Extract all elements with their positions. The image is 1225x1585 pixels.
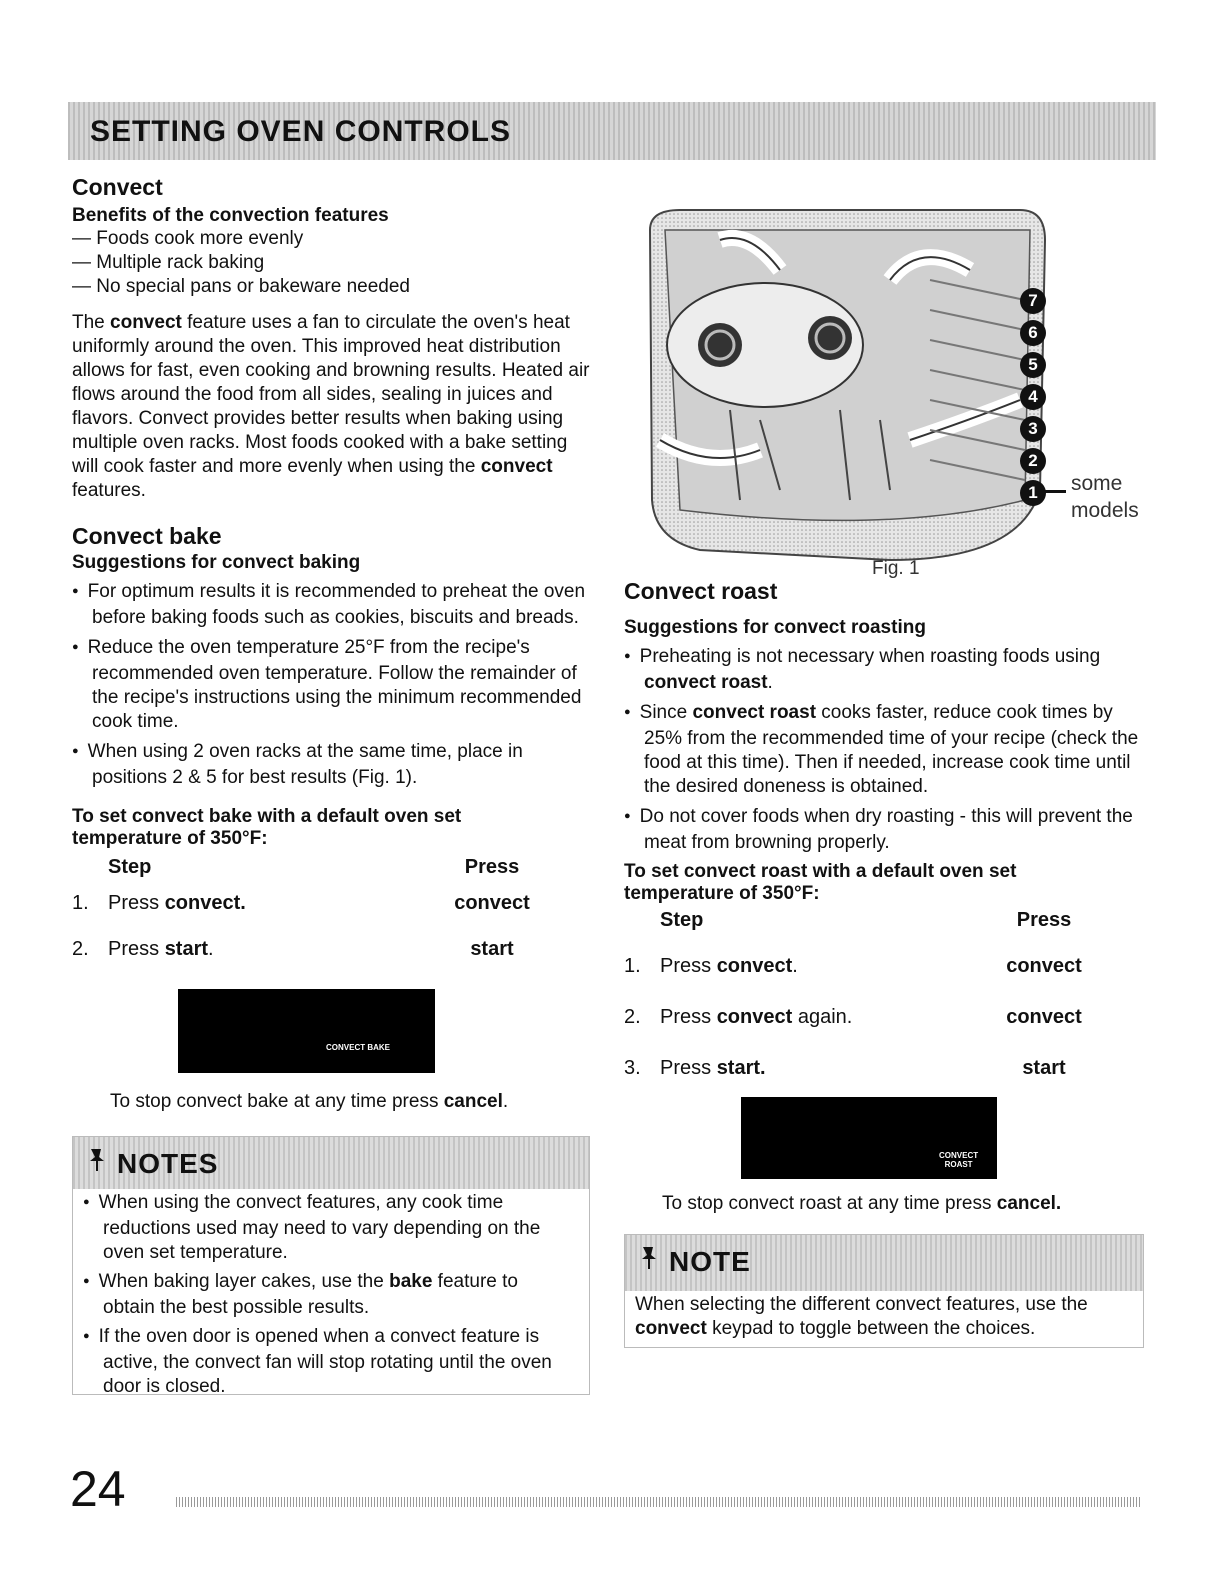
step-column-header: Step (108, 856, 152, 878)
roast-suggestion-item: ● Since convect roast cooks faster, reduce cook times by 25% from the recommended time of your recipe (check the food at this time). Then if needed, increase cook time until the desired doneness is obtained. (624, 701, 1144, 799)
rack-position-5-marker: 5 (1020, 352, 1046, 378)
some-models-callout: some models (1071, 472, 1139, 522)
convect-roast-display: CONVECT ROAST (741, 1097, 997, 1179)
press-key-label: start (470, 938, 514, 960)
convect-paragraph: The convect feature uses a fan to circulate the oven's heat uniformly around the oven. This improved heat distribution allows for fast, even cooking and browning results. Heated air flows around the food from all sides, sealing in juices and flavors. Convect provides better results when baking using multiple oven racks. Most foods cooked with a bake setting will cook faster and more evenly when using the convect features. (72, 312, 590, 501)
table-row: 2. Press convect again. convect (624, 1006, 1099, 1057)
table-row: 1. Press convect. convect (72, 892, 542, 938)
press-key-label: start (1022, 1057, 1066, 1079)
pushpin-icon (87, 1147, 107, 1173)
convect-roast-suggestions-heading: Suggestions for convect roasting (624, 617, 926, 638)
convect-heading: Convect (72, 174, 163, 200)
note-text: When selecting the different convect features, use the convect keypad to toggle between the choices. (635, 1294, 1088, 1339)
oven-figure (640, 200, 1160, 580)
pushpin-icon (639, 1245, 659, 1271)
rack-position-6-marker: 6 (1020, 320, 1046, 346)
stop-convect-bake-text: To stop convect bake at any time press cancel. (110, 1091, 509, 1112)
section-header-bar (68, 102, 1156, 160)
bake-suggestion-item: ● When using 2 oven racks at the same time, place in positions 2 & 5 for best results (Fig. 1). (72, 740, 597, 790)
note-header (625, 1235, 1143, 1291)
roast-suggestion-item: ● Preheating is not necessary when roasting foods using convect roast. (624, 645, 1144, 695)
convect-roast-heading: Convect roast (624, 578, 778, 604)
notes-title: NOTES (117, 1148, 219, 1179)
rack-position-3-marker: 3 (1020, 416, 1046, 442)
press-column-header: Press (464, 856, 520, 878)
right-column (624, 578, 1144, 1087)
note-item: ● When using the convect features, any cook time reductions used may need to vary depending on the oven set temperature. (83, 1191, 573, 1265)
roast-steps-table (624, 909, 1099, 1087)
press-key-label: convect (454, 892, 530, 914)
set-convect-bake-heading: To set convect bake with a default oven set temperature of 350°F: (72, 806, 462, 849)
benefit-item: — No special pans or bakeware needed (72, 276, 410, 297)
table-row: 3. Press start. start (624, 1057, 1099, 1087)
press-key-label: convect (1006, 1006, 1082, 1028)
table-row: 1. Press convect. convect (624, 955, 1099, 1006)
left-column (72, 174, 597, 968)
rack-position-4-marker: 4 (1020, 384, 1046, 410)
press-column-header: Press (1016, 909, 1072, 931)
roast-suggestion-item: ● Do not cover foods when dry roasting - this will prevent the meat from browning properly. (624, 805, 1144, 855)
press-key-label: convect (1006, 955, 1082, 977)
benefit-item: — Foods cook more evenly (72, 228, 304, 249)
figure-caption: Fig. 1 (872, 558, 920, 579)
set-convect-roast-heading: To set convect roast with a default oven set temperature of 350°F: (624, 861, 1017, 904)
rack-position-7-marker: 7 (1020, 288, 1046, 314)
page-number: 24 (70, 1461, 126, 1517)
note-box (624, 1234, 1144, 1348)
bake-suggestion-item: ● For optimum results it is recommended to preheat the oven before baking foods such as cookies, biscuits and breads. (72, 580, 597, 630)
benefit-item: — Multiple rack baking (72, 252, 265, 273)
benefits-heading: Benefits of the convection features (72, 205, 389, 226)
rack-position-2-marker: 2 (1020, 448, 1046, 474)
section-title: SETTING OVEN CONTROLS (90, 115, 512, 148)
bake-steps-table (72, 856, 542, 968)
step-column-header: Step (660, 909, 704, 931)
convect-bake-heading: Convect bake (72, 523, 222, 549)
note-title: NOTE (669, 1246, 751, 1277)
stop-convect-roast-text: To stop convect roast at any time press cancel. (662, 1193, 1062, 1214)
note-item: ● If the oven door is opened when a convect feature is active, the convect fan will stop rotating until the oven door is closed. (83, 1325, 573, 1399)
table-row: 2. Press start. start (72, 938, 542, 968)
notes-box (72, 1136, 590, 1395)
convect-bake-suggestions-heading: Suggestions for convect baking (72, 552, 361, 573)
callout-line (1040, 490, 1066, 493)
bake-suggestion-item: ● Reduce the oven temperature 25°F from the recipe's recommended oven temperature. Follow the remainder of the recipe's instructions using the minimum recommended cook time. (72, 636, 597, 734)
notes-header (73, 1137, 589, 1189)
footer-rule (176, 1497, 1140, 1507)
rack-position-1-marker: 1 (1020, 480, 1046, 506)
convect-bake-display: CONVECT BAKE (178, 989, 435, 1073)
rack-position-markers (1020, 288, 1048, 512)
note-item: ● When baking layer cakes, use the bake feature to obtain the best possible results. (83, 1270, 573, 1320)
